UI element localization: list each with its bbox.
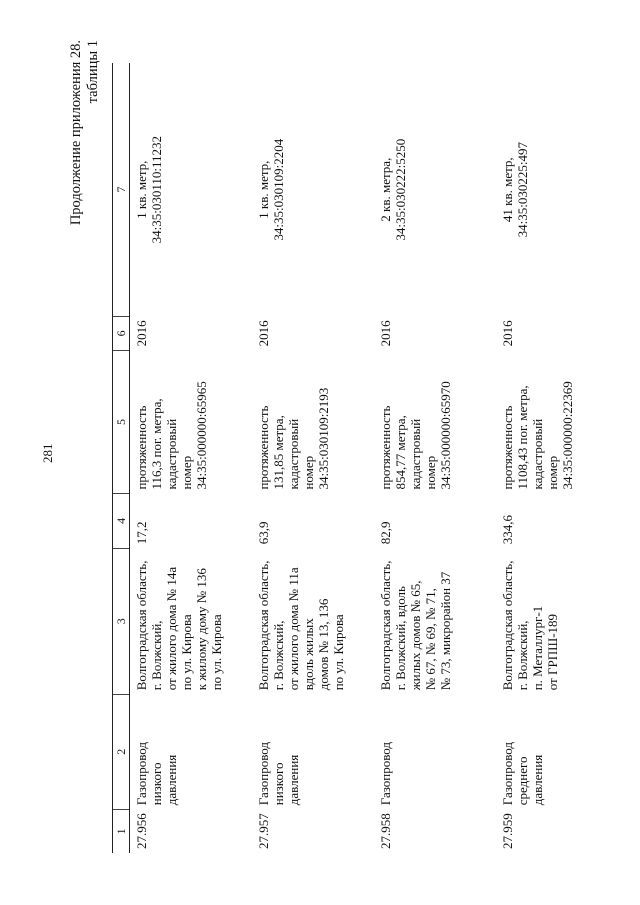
table-row [496, 63, 618, 853]
header-col-7: 7 [113, 63, 130, 316]
object-year: 2016 [255, 320, 271, 347]
table-row [130, 63, 252, 853]
object-name: Газопровод среднего давления [499, 741, 545, 806]
object-year: 2016 [377, 320, 393, 347]
object-address: Волгоградская область, г. Волжский, от жилого дома № 11а вдоль жилых домов № 13, 136 по ул. Кирова [255, 560, 346, 691]
land-plot: 41 кв. метр, 34:35:030225:497 [499, 142, 530, 238]
header-col-4: 4 [113, 494, 130, 549]
header-row [113, 63, 130, 853]
land-plot: 1 кв. метр, 34:35:030110:11232 [134, 136, 164, 244]
continuation-line-1: Продолжение приложения 28. [68, 40, 84, 226]
row-number: 27.958 [377, 813, 393, 849]
object-description: протяженность 1108,43 пог. метра, кадастровый номер 34:35:000000:22369 [499, 381, 575, 490]
object-address: Волгоградская область, г. Волжский, от жилого дома № 14а по ул. Кирова к жилому дому № 136 по ул. Кирова [134, 560, 224, 691]
header-col-1: 1 [113, 809, 130, 853]
object-year: 2016 [134, 320, 149, 347]
table-row [374, 63, 496, 853]
header-col-5: 5 [113, 350, 130, 493]
row-number: 27.959 [499, 813, 515, 849]
continuation-line-2: таблицы 1 [85, 40, 101, 104]
continuation-caption [68, 40, 102, 225]
object-address: Волгоградская область, г. Волжский, вдоль жилых домов № 65, № 67, № 69, № 71, № 73, микрорайон 37 [377, 560, 453, 691]
land-plot: 2 кв. метра, 34:35:030222:5250 [377, 138, 408, 241]
object-address: Волгоградская область, г. Волжский, п. Металлург-1 от ГРПШ-189 [499, 560, 560, 691]
object-value: 82,9 [377, 521, 393, 545]
row-number: 27.956 [134, 813, 149, 849]
object-year: 2016 [499, 320, 515, 347]
table-row [252, 63, 374, 853]
object-name: Газопровод [377, 741, 393, 806]
row-number: 27.957 [255, 813, 271, 849]
object-value: 334,6 [499, 515, 515, 545]
header-col-6: 6 [113, 316, 130, 350]
object-description: протяженность 854,77 метра, кадастровый номер 34:35:000000:65970 [377, 381, 453, 490]
object-description: протяженность 116,3 пог. метра, кадастровый номер 34:35:000000:65965 [134, 381, 209, 490]
object-value: 63,9 [255, 521, 271, 545]
object-name: Газопровод низкого давления [134, 741, 179, 806]
land-plot: 1 кв. метр, 34:35:030109:2204 [255, 138, 286, 241]
page-number: 281 [40, 443, 55, 463]
header-col-3: 3 [113, 548, 130, 694]
object-name: Газопровод низкого давления [255, 741, 301, 806]
appendix-table [112, 63, 618, 853]
header-col-2: 2 [113, 694, 130, 809]
object-description: протяженность 131,85 метра, кадастровый номер 34:35:030109:2193 [255, 387, 331, 490]
object-value: 17,2 [134, 521, 149, 545]
